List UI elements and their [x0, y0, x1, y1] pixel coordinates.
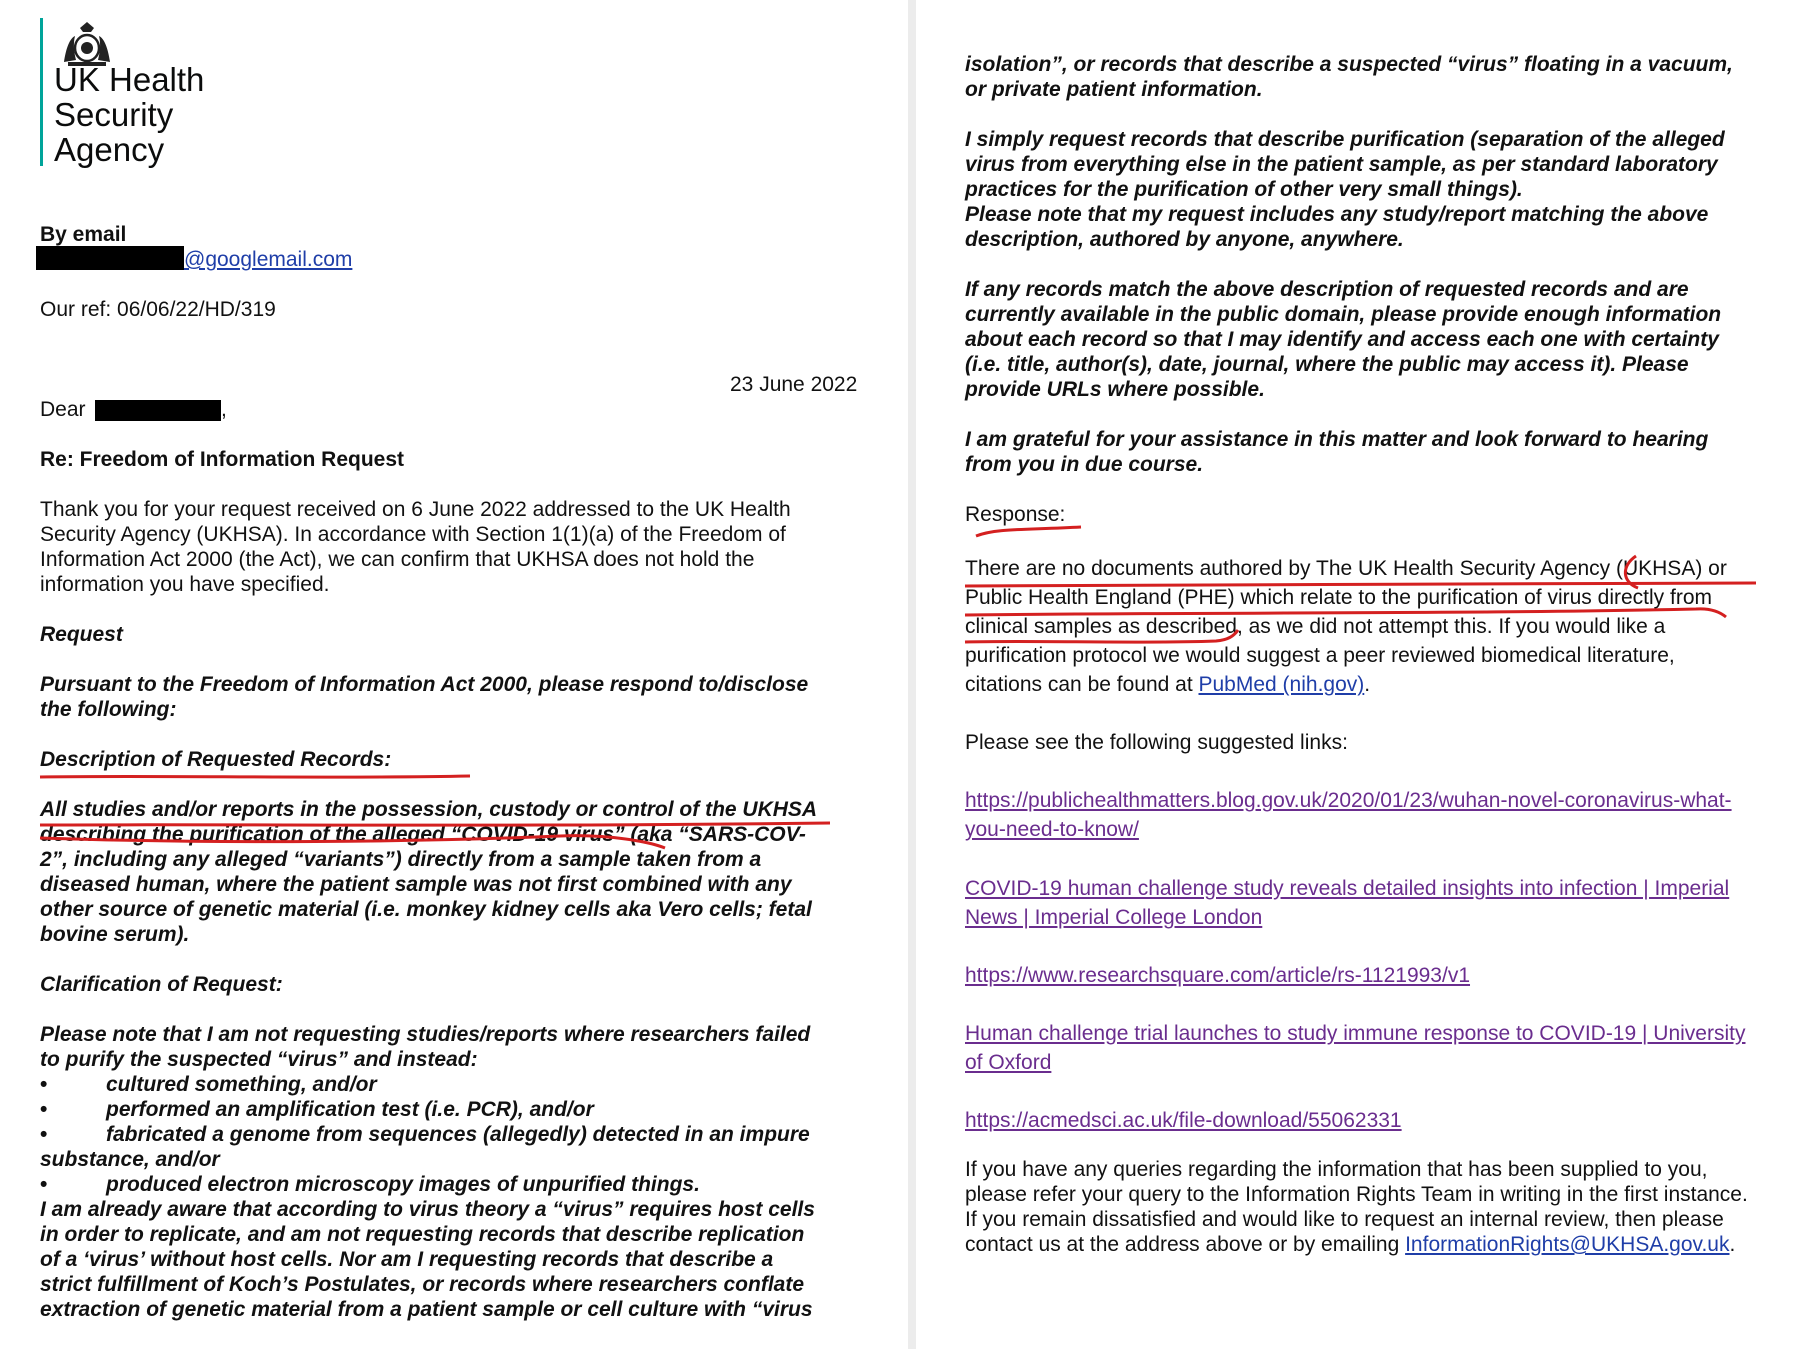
public-domain-line: currently available in the public domain, please provide enough information [965, 303, 1722, 326]
clarification-heading: Clarification of Request: [40, 973, 283, 996]
bullet-marker: • [40, 1123, 48, 1146]
description-line: All studies and/or reports in the possession, custody or control of the UKHSA [40, 798, 818, 821]
pubmed-link[interactable]: PubMed (nih.gov) [1198, 673, 1365, 696]
pursuant-line: Pursuant to the Freedom of Information Act 2000, please respond to/disclose [40, 673, 809, 696]
bullet-item: cultured something, and/or [106, 1073, 377, 1096]
closing-period: . [1729, 1233, 1736, 1256]
description-line: describing the purification of the alleged “COVID-19 virus” (aka “SARS-COV- [40, 823, 806, 846]
purification-line: practices for the purification of other very small things). [965, 178, 1523, 201]
bullet-item: fabricated a genome from sequences (allegedly) detected in an impure [106, 1123, 810, 1146]
closing-line: If you remain dissatisfied and would like to request an internal review, then please [965, 1208, 1724, 1231]
response-text: citations can be found at [965, 673, 1199, 696]
bullet-marker: • [40, 1173, 48, 1196]
red-underline [976, 527, 1081, 536]
description-line: other source of genetic material (i.e. monkey kidney cells aka Vero cells; fetal [40, 898, 812, 921]
response-line: purification protocol we would suggest a peer reviewed biomedical literature, [965, 644, 1675, 667]
intro-line: Security Agency (UKHSA). In accordance with Section 1(1)(a) of the Freedom of [40, 523, 786, 546]
description-heading: Description of Requested Records: [40, 748, 392, 771]
intro-line: Thank you for your request received on 6 June 2022 addressed to the UK Health [40, 498, 791, 521]
purification-line: Please note that my request includes any study/report matching the above [965, 203, 1709, 226]
description-line: diseased human, where the patient sample was not first combined with any [40, 873, 792, 896]
purification-line: virus from everything else in the patient sample, as per standard laboratory [965, 153, 1718, 176]
public-domain-line: (i.e. title, author(s), date, journal, where the public may access it). Please [965, 353, 1689, 376]
clarification-line: Please note that I am not requesting studies/reports where researchers failed [40, 1023, 811, 1046]
closing-line: If you have any queries regarding the information that has been supplied to you, [965, 1158, 1708, 1181]
intro-line: Information Act 2000 (the Act), we can confirm that UKHSA does not hold the [40, 548, 755, 571]
aware-line: strict fulfillment of Koch’s Postulates, or records where researchers conflate [40, 1273, 805, 1296]
continued-request-line: or private patient information. [965, 78, 1263, 101]
description-line: bovine serum). [40, 923, 190, 946]
public-domain-line: provide URLs where possible. [965, 378, 1265, 401]
link-oxford-trial[interactable]: Human challenge trial launches to study immune response to COVID-19 | University [965, 1022, 1746, 1045]
response-line-with-link [965, 672, 1370, 697]
link-oxford-trial-cont[interactable]: of Oxford [965, 1051, 1052, 1074]
pursuant-line: the following: [40, 698, 177, 721]
letter-subject: Re: Freedom of Information Request [40, 448, 405, 471]
link-publichealthmatters-cont[interactable]: you-need-to-know/ [965, 818, 1139, 841]
link-acmedsci[interactable]: https://acmedsci.ac.uk/file-download/55062331 [965, 1109, 1402, 1132]
aware-line: in order to replicate, and am not requesting records that describe replication [40, 1223, 805, 1246]
purification-line: I simply request records that describe purification (separation of the alleged [965, 128, 1725, 151]
letter-page-2 [916, 0, 1808, 1349]
link-publichealthmatters[interactable]: https://publichealthmatters.blog.gov.uk/2020/01/23/wuhan-novel-coronavirus-what- [965, 789, 1732, 812]
bullet-item: produced electron microscopy images of unpurified things. [106, 1173, 700, 1196]
closing-line: please refer your query to the Information Rights Team in writing in the first instance. [965, 1183, 1748, 1206]
continued-request-line: isolation”, or records that describe a suspected “virus” floating in a vacuum, [965, 53, 1733, 76]
response-line: There are no documents authored by The UK Health Security Agency (UKHSA) or [965, 557, 1727, 580]
closing-line-with-email [965, 1232, 1735, 1257]
aware-line: of a ‘virus’ without host cells. Nor am I requesting records that describe a [40, 1248, 774, 1271]
link-imperial-study-cont[interactable]: News | Imperial College London [965, 906, 1263, 929]
description-line: 2”, including any alleged “variants”) directly from a sample taken from a [40, 848, 762, 871]
redacted-recipient-name [95, 400, 221, 421]
information-rights-email-link[interactable]: InformationRights@UKHSA.gov.uk [1405, 1233, 1730, 1256]
links-intro: Please see the following suggested links: [965, 731, 1348, 754]
recipient-email-link[interactable]: @googlemail.com [184, 248, 353, 271]
grateful-line: I am grateful for your assistance in this matter and look forward to hearing [965, 428, 1709, 451]
purification-line: description, authored by anyone, anywhere. [965, 228, 1404, 251]
aware-line: I am already aware that according to virus theory a “virus” requires host cells [40, 1198, 815, 1221]
response-line: clinical samples as described, as we did not attempt this. If you would like a [965, 615, 1666, 638]
aware-line: extraction of genetic material from a patient sample or cell culture with “virus [40, 1298, 813, 1321]
logo-text-line-3: Agency [54, 131, 165, 168]
bullet-marker: • [40, 1098, 48, 1121]
bullet-marker: • [40, 1073, 48, 1096]
salutation: Dear [40, 398, 86, 421]
response-label: Response: [965, 503, 1066, 526]
letter-date: 23 June 2022 [730, 373, 858, 396]
response-period: . [1364, 673, 1371, 696]
response-line: Public Health England (PHE) which relate to the purification of virus directly from [965, 586, 1712, 609]
logo-accent-bar [40, 18, 43, 166]
our-reference: Our ref: 06/06/22/HD/319 [40, 298, 276, 321]
link-imperial-study[interactable]: COVID-19 human challenge study reveals detailed insights into infection | Imperial [965, 877, 1730, 900]
request-heading: Request [40, 623, 123, 646]
red-underline [40, 776, 470, 777]
bullet-item: performed an amplification test (i.e. PCR), and/or [106, 1098, 594, 1121]
bullet-item-continuation: substance, and/or [40, 1148, 220, 1171]
logo-text-line-1: UK Health [54, 61, 205, 98]
redacted-email-user [36, 246, 184, 270]
by-email-label: By email [40, 223, 127, 246]
clarification-line: to purify the suspected “virus” and instead: [40, 1048, 478, 1071]
salutation-comma: , [221, 398, 227, 421]
link-researchsquare[interactable]: https://www.researchsquare.com/article/rs-1121993/v1 [965, 964, 1471, 987]
public-domain-line: about each record so that I may identify and access each one with certainty [965, 328, 1719, 351]
logo-text-line-2: Security [54, 96, 174, 133]
closing-text: contact us at the address above or by emailing [965, 1233, 1406, 1256]
intro-line: information you have specified. [40, 573, 330, 596]
public-domain-line: If any records match the above description of requested records and are [965, 278, 1689, 301]
grateful-line: from you in due course. [965, 453, 1204, 476]
